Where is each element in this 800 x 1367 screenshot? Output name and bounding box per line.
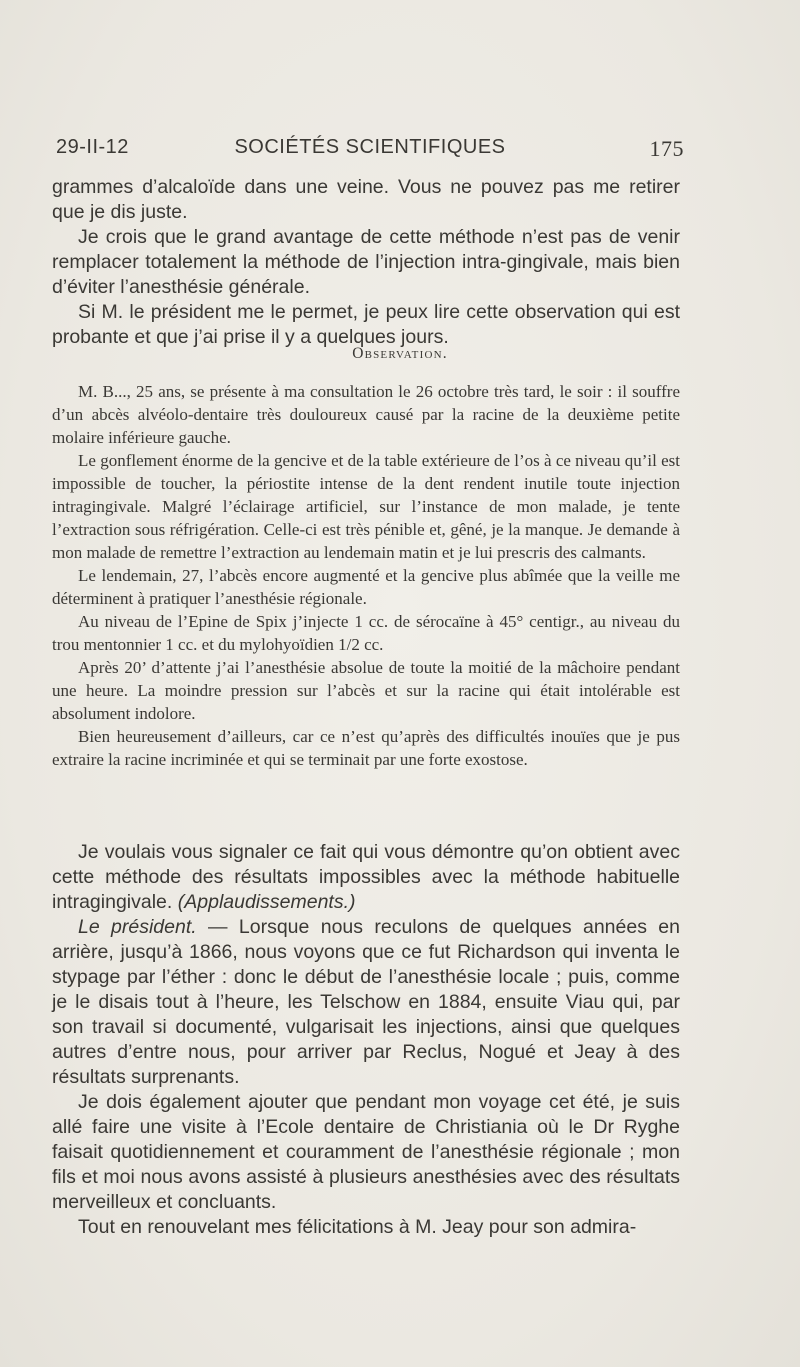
paragraph: grammes d’alcaloïde dans une veine. Vous ne pouvez pas me retirer que je dis juste. <box>52 176 680 223</box>
paragraph: Je crois que le grand avantage de cette méthode n’est pas de venir remplacer totalement la méthode de l’injection intra-gingivale, mais bien d’éviter l’anesthésie générale. <box>52 226 680 298</box>
speaker-name: Le président. <box>78 916 197 938</box>
header-title: SOCIÉTÉS SCIENTIFIQUES <box>234 136 506 158</box>
paragraph: Bien heureusement d’ailleurs, car ce n’est qu’après des difficultés inouïes que je pus extraire la racine incriminée et qui se terminait par une forte exostose. <box>52 727 680 769</box>
paragraph-text: — Lorsque nous reculons de quelques années en arrière, jusqu’à 1866, nous voyons que ce fut Richardson qui inventa le stypage par l’éther : donc le début de l’anesthésie locale ; puis, comme je le disais tout à l’heure, les Telschow en 1884, ensuite Viau qui, par son travail si documenté, vulgarisait les injections, ainsi que quelques autres d’entre nous, pour arriver par Reclus, Nogué et Jeay à des résultats surprenants. <box>52 916 680 1088</box>
paragraph: Le lendemain, 27, l’abcès encore augmenté et la gencive plus abîmée que la veille me déterminent à pratiquer l’anesthésie régionale. <box>52 566 680 608</box>
page-number: 175 <box>649 136 684 161</box>
paragraph: Le gonflement énorme de la gencive et de la table extérieure de l’os à ce niveau qu’il est impossible de toucher, la périostite intense de la dent rendent inutile toute injection intragingivale. Malgré l’éclairage artificiel, sur l’instance de mon malade, je tente l’extraction sous réfrigération. Celle-ci est très pénible et, gêné, je la manque. Je demande à mon malade de remettre l’extraction au lendemain matin et je lui prescris des calmants. <box>52 451 680 562</box>
discussion-section <box>52 840 680 1240</box>
header-date: 29-II-12 <box>56 136 129 158</box>
paragraph <box>52 915 680 1090</box>
paragraph <box>52 840 680 915</box>
applause-note: (Applaudissements.) <box>177 891 356 913</box>
paragraph: Tout en renouvelant mes félicitations à M. Jeay pour son admira- <box>78 1216 637 1238</box>
paragraph: M. B..., 25 ans, se présente à ma consultation le 26 octobre très tard, le soir : il souffre d’un abcès alvéolo-dentaire très douloureux causé par la racine de la deuxième petite molaire inférieure gauche. <box>52 382 680 447</box>
paragraph-text: Je voulais vous signaler ce fait qui vous démontre qu’on obtient avec cette méthode des résultats impossibles avec la méthode habituelle intragingivale. <box>52 841 680 913</box>
intro-section <box>52 175 680 350</box>
paragraph: Si M. le président me le permet, je peux lire cette observation qui est probante et que j’ai prise il y a quelques jours. <box>52 301 680 348</box>
paragraph: Après 20’ d’attente j’ai l’anesthésie absolue de toute la moitié de la mâchoire pendant une heure. La moindre pression sur l’abcès et sur la racine qui était intolérable est absolument indolore. <box>52 658 680 723</box>
paragraph: Je dois également ajouter que pendant mon voyage cet été, je suis allé faire une visite à l’Ecole dentaire de Christiania où le Dr Ryghe faisait quotidiennement et couramment de l’anesthésie régionale ; mon fils et moi nous avons assisté à plusieurs anesthésies avec des résultats merveilleux et concluants. <box>52 1091 680 1213</box>
paragraph: Au niveau de l’Epine de Spix j’injecte 1 cc. de sérocaïne à 45° centigr., au niveau du trou mentonnier 1 cc. et du mylohyoïdien 1/2 cc. <box>52 612 680 654</box>
observation-section <box>52 380 680 771</box>
observation-heading: Observation. <box>352 345 448 362</box>
